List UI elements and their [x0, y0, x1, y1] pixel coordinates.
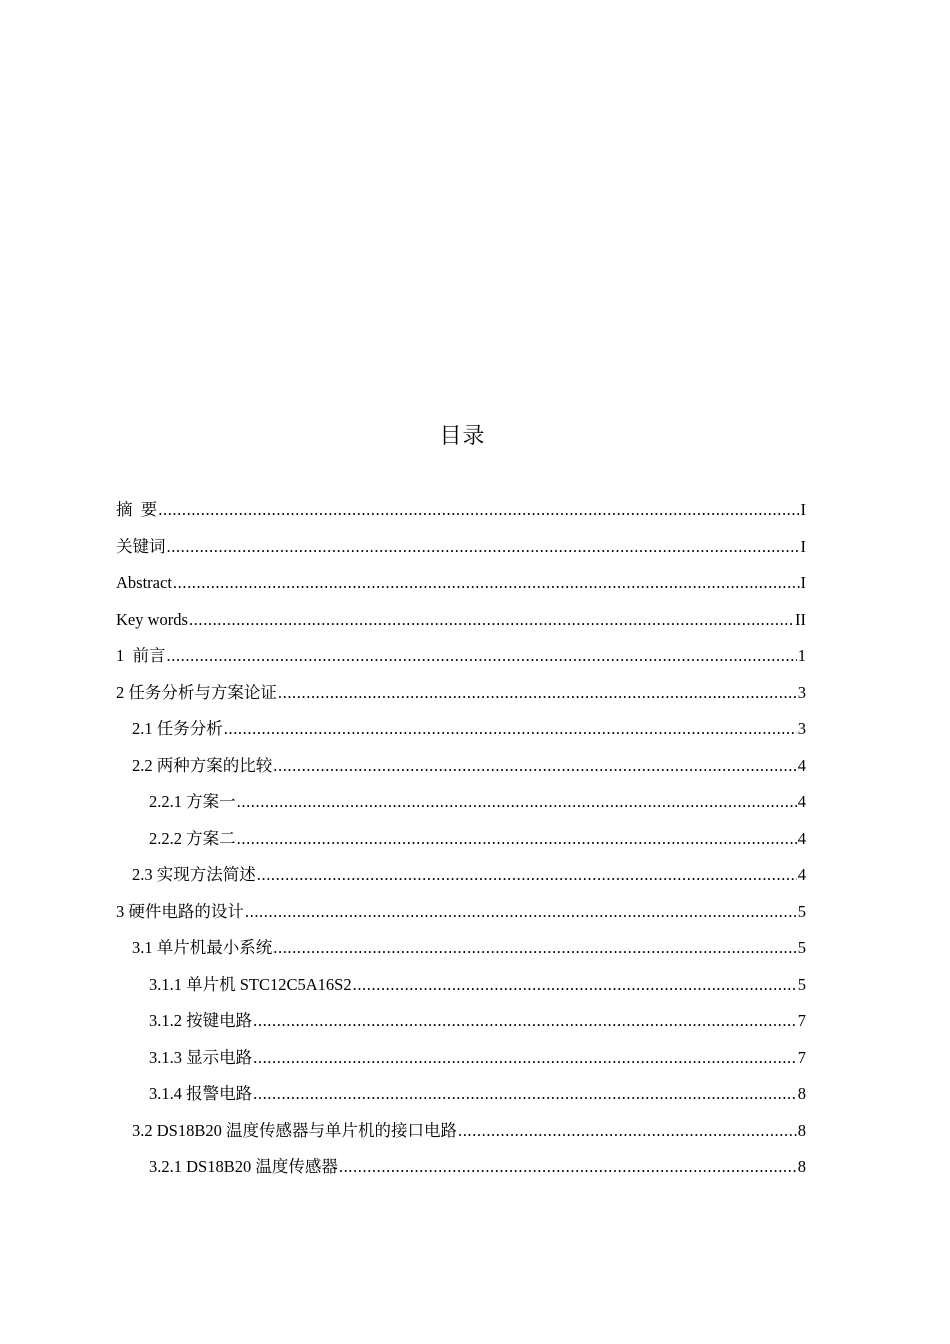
toc-entry-page: I [800, 500, 806, 519]
toc-entry-page: 7 [797, 1047, 806, 1067]
toc-entry-label: 3.1 单片机最小系统 [132, 938, 273, 957]
toc-entry-label: 3.2.1 DS18B20 温度传感器 [149, 1157, 338, 1176]
toc-entry-label: 2.2 两种方案的比较 [132, 755, 273, 775]
toc-leader-dots [237, 821, 797, 858]
toc-entry-page: 5 [797, 901, 806, 921]
toc-entry-page: 7 [797, 1011, 806, 1030]
toc-entry[interactable] [116, 857, 806, 894]
toc-entry-page: 3 [797, 719, 806, 738]
toc-entry[interactable] [116, 784, 806, 821]
toc-entry[interactable] [116, 492, 806, 529]
toc-entry-page: 4 [797, 792, 806, 811]
toc-list [116, 492, 806, 1186]
toc-entry-label: 2.1 任务分析 [132, 719, 223, 738]
toc-leader-dots [273, 930, 797, 967]
toc-entry-label: 2 任务分析与方案论证 [116, 682, 277, 702]
toc-leader-dots [245, 894, 797, 931]
toc-entry-label: Key words [116, 609, 188, 629]
toc-leader-dots [253, 1040, 797, 1077]
toc-entry[interactable] [116, 565, 806, 602]
toc-entry[interactable] [116, 894, 806, 931]
toc-entry-label: 2.3 实现方法简述 [132, 865, 256, 884]
toc-leader-dots [158, 492, 799, 529]
toc-entry[interactable] [116, 930, 806, 967]
toc-entry-label: 1 前言 [116, 646, 166, 665]
toc-leader-dots [167, 529, 800, 566]
toc-entry-page: II [795, 609, 806, 629]
toc-leader-dots [339, 1149, 797, 1186]
toc-entry[interactable] [116, 529, 806, 566]
toc-entry-page: 3 [797, 682, 806, 702]
toc-entry-page: 5 [797, 938, 806, 957]
toc-entry-label: 关键词 [116, 536, 166, 556]
toc-entry-label: 3 硬件电路的设计 [116, 901, 244, 921]
toc-entry-page: 4 [797, 828, 806, 848]
toc-leader-dots [173, 565, 800, 602]
toc-leader-dots [353, 967, 797, 1004]
toc-entry[interactable] [116, 1149, 806, 1186]
toc-entry[interactable] [116, 1113, 806, 1150]
toc-leader-dots [224, 711, 797, 748]
toc-leader-dots [273, 748, 797, 785]
toc-entry-page: 8 [797, 1157, 806, 1176]
toc-entry-page: 4 [797, 755, 806, 775]
toc-entry-label: 2.2.2 方案二 [149, 828, 236, 848]
toc-entry-page: I [800, 536, 806, 556]
toc-entry[interactable] [116, 1076, 806, 1113]
toc-entry[interactable] [116, 1040, 806, 1077]
toc-entry-page: 1 [797, 646, 806, 665]
toc-entry[interactable] [116, 821, 806, 858]
toc-leader-dots [167, 638, 797, 675]
toc-entry-label: 3.1.1 单片机 STC12C5A16S2 [149, 974, 352, 994]
toc-entry[interactable] [116, 602, 806, 639]
toc-entry-page: 4 [797, 865, 806, 884]
toc-leader-dots [253, 1076, 797, 1113]
toc-leader-dots [458, 1113, 797, 1150]
toc-entry-page: 5 [797, 974, 806, 994]
toc-entry-label: 2.2.1 方案一 [149, 792, 236, 811]
toc-leader-dots [189, 602, 794, 639]
toc-entry-page: I [800, 573, 806, 592]
toc-title: 目录 [439, 424, 486, 449]
toc-entry[interactable] [116, 638, 806, 675]
toc-entry-label: Abstract [116, 573, 172, 592]
toc-entry-label: 3.1.3 显示电路 [149, 1047, 253, 1067]
toc-entry[interactable] [116, 967, 806, 1004]
toc-entry-page: 8 [797, 1084, 806, 1103]
toc-entry-label: 3.2 DS18B20 温度传感器与单片机的接口电路 [132, 1120, 457, 1140]
toc-entry[interactable] [116, 748, 806, 785]
toc-entry[interactable] [116, 1003, 806, 1040]
toc-entry-label: 3.1.4 报警电路 [149, 1084, 253, 1103]
toc-leader-dots [278, 675, 797, 712]
toc-entry-page: 8 [797, 1120, 806, 1140]
toc-entry[interactable] [116, 711, 806, 748]
toc-leader-dots [257, 857, 797, 894]
toc-entry-label: 摘 要 [116, 500, 158, 519]
toc-leader-dots [237, 784, 797, 821]
toc-entry-label: 3.1.2 按键电路 [149, 1011, 253, 1030]
toc-leader-dots [253, 1003, 797, 1040]
toc-entry[interactable] [116, 675, 806, 712]
